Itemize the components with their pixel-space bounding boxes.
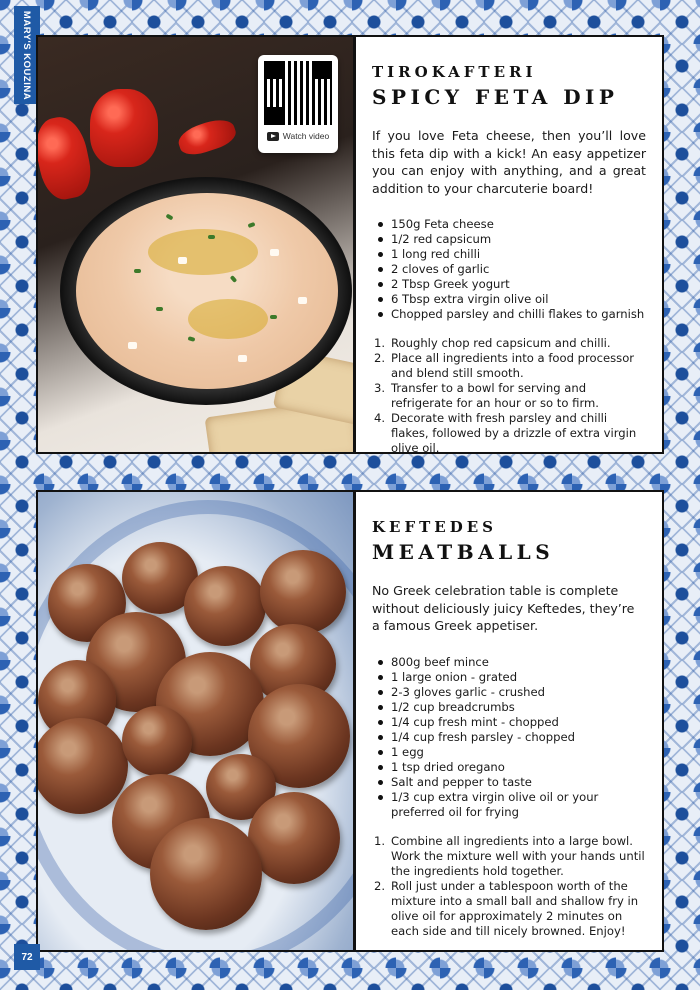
ingredient-item: 2 cloves of garlic bbox=[376, 262, 646, 277]
ingredient-item: 2 Tbsp Greek yogurt bbox=[376, 277, 646, 292]
recipe-kicker: KEFTEDES bbox=[372, 518, 497, 536]
ingredient-item: Salt and pepper to taste bbox=[376, 775, 646, 790]
watch-video-label[interactable]: Watch video bbox=[282, 131, 330, 141]
ingredient-item: 1 egg bbox=[376, 745, 646, 760]
ingredient-item: 1 large onion - grated bbox=[376, 670, 646, 685]
method-step: Combine all ingredients into a large bowl. Work the mixture well with your hands until the ingredients hold together. bbox=[391, 833, 645, 878]
page-number: 72 bbox=[14, 944, 40, 970]
method-step: Decorate with fresh parsley and chilli flakes, followed by a drizzle of extra virgin olive oil. bbox=[391, 411, 637, 455]
play-icon bbox=[267, 132, 279, 141]
magazine-name: MARY'S KOUZINA bbox=[21, 10, 33, 100]
ingredient-list bbox=[372, 217, 646, 322]
recipe-card-keftedes bbox=[36, 490, 664, 952]
recipe-text-keftedes bbox=[356, 492, 662, 950]
ingredient-item: 150g Feta cheese bbox=[376, 217, 646, 232]
ingredient-item: 1 tsp dried oregano bbox=[376, 760, 646, 775]
ingredient-item: 1/4 cup fresh parsley - chopped bbox=[376, 730, 646, 745]
method-step: Roll just under a tablespoon worth of the mixture into a small ball and shallow fry in olive oil for approximately 2 minutes on each side and till nicely browned. Enjoy! bbox=[391, 878, 639, 938]
ingredient-item: 1/4 cup fresh mint - chopped bbox=[376, 715, 646, 730]
ingredient-item: Chopped parsley and chilli flakes to garnish bbox=[376, 307, 646, 322]
qr-video-card[interactable] bbox=[258, 55, 338, 153]
method-step: Place all ingredients into a food processor and blend still smooth. bbox=[391, 351, 635, 380]
feta-dip-photo bbox=[38, 37, 353, 452]
method-list bbox=[372, 834, 646, 939]
method-step: Roughly chop red capsicum and chilli. bbox=[391, 336, 611, 350]
recipe-intro: No Greek celebration table is complete without deliciously juicy Keftedes, they’re a famous Greek appetiser. bbox=[372, 583, 635, 633]
qr-code-icon[interactable] bbox=[264, 61, 332, 125]
ingredient-item: 1/2 red capsicum bbox=[376, 232, 646, 247]
recipe-title: MEATBALLS bbox=[372, 540, 555, 564]
ingredient-item: 6 Tbsp extra virgin olive oil bbox=[376, 292, 646, 307]
recipe-title: SPICY FETA DIP bbox=[372, 85, 619, 109]
ingredient-item: 800g beef mince bbox=[376, 655, 646, 670]
ingredient-item: 1 long red chilli bbox=[376, 247, 646, 262]
recipe-text-tirokafteri bbox=[356, 37, 662, 455]
recipe-kicker: TIROKAFTERI bbox=[372, 63, 537, 81]
ingredient-item: 1/2 cup breadcrumbs bbox=[376, 700, 646, 715]
ingredient-item: 1/3 cup extra virgin olive oil or your preferred oil for frying bbox=[376, 790, 646, 820]
recipe-intro: If you love Feta cheese, then you’ll love this feta dip with a kick! An easy appetizer you can enjoy with anything, and a great addition to your charcuterie board! bbox=[372, 128, 646, 196]
method-step: Transfer to a bowl for serving and refrigerate for an hour or so to firm. bbox=[391, 381, 599, 410]
meatballs-photo bbox=[38, 492, 353, 950]
ingredient-list bbox=[372, 655, 646, 820]
ingredient-item: 2-3 gloves garlic - crushed bbox=[376, 685, 646, 700]
method-list bbox=[372, 336, 646, 456]
recipe-card-tirokafteri bbox=[36, 35, 664, 454]
